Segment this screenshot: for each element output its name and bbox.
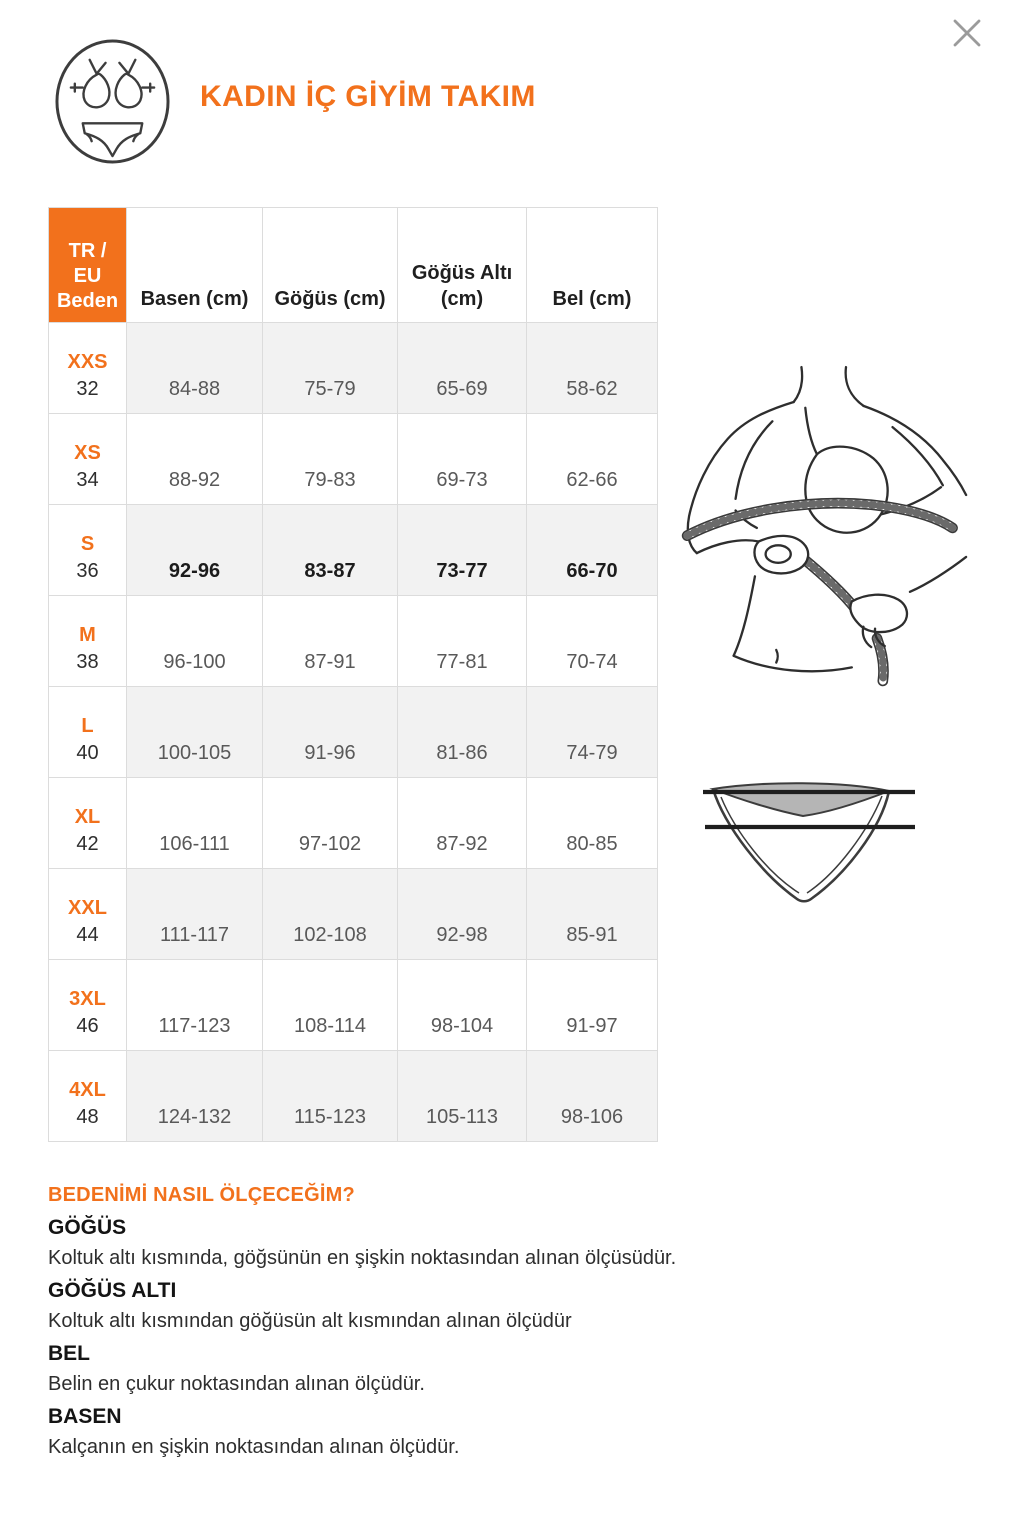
table-row-m xyxy=(49,596,658,687)
guide-term-gogus-alti: GÖĞÜS ALTI xyxy=(48,1278,177,1302)
cell-bel: 74-79 xyxy=(527,687,658,778)
size-label: 3XL 46 xyxy=(49,960,127,1051)
col-header-bel: Bel (cm) xyxy=(527,208,658,323)
table-row-3xl xyxy=(49,960,658,1051)
table-row-xs xyxy=(49,414,658,505)
cell-basen: 111-117 xyxy=(127,869,263,960)
guide-term-basen: BASEN xyxy=(48,1404,122,1428)
cell-basen: 124-132 xyxy=(127,1051,263,1142)
guide-term-gogus: GÖĞÜS xyxy=(48,1215,127,1239)
cell-gogus: 115-123 xyxy=(263,1051,398,1142)
close-icon xyxy=(944,12,990,58)
close-button[interactable] xyxy=(944,12,990,58)
col-header-basen: Basen (cm) xyxy=(127,208,263,323)
lingerie-set-icon xyxy=(53,38,172,165)
cell-bel: 58-62 xyxy=(527,323,658,414)
cell-gogus: 83-87 xyxy=(263,505,398,596)
guide-definition-gogus-alti: Koltuk altı kısmından göğüsün alt kısmından alınan ölçüdür xyxy=(48,1310,572,1332)
cell-gogus-alti: 98-104 xyxy=(398,960,527,1051)
cell-gogus: 108-114 xyxy=(263,960,398,1051)
cell-basen: 92-96 xyxy=(127,505,263,596)
size-label: XXS 32 xyxy=(49,323,127,414)
cell-gogus-alti: 81-86 xyxy=(398,687,527,778)
size-column-header: TR / EU Beden xyxy=(49,208,127,323)
table-row-xxl xyxy=(49,869,658,960)
guide-heading: BEDENİMİ NASIL ÖLÇECEĞİM? xyxy=(48,1184,355,1206)
cell-bel: 80-85 xyxy=(527,778,658,869)
cell-bel: 91-97 xyxy=(527,960,658,1051)
size-table xyxy=(48,207,658,1142)
cell-gogus: 87-91 xyxy=(263,596,398,687)
size-label: XL 42 xyxy=(49,778,127,869)
cell-bel: 66-70 xyxy=(527,505,658,596)
cell-bel: 85-91 xyxy=(527,869,658,960)
cell-gogus-alti: 69-73 xyxy=(398,414,527,505)
guide-definition-basen: Kalçanın en şişkin noktasından alınan ölçüdür. xyxy=(48,1436,460,1458)
cell-basen: 88-92 xyxy=(127,414,263,505)
panty-measurement-illustration xyxy=(693,775,925,910)
cell-gogus-alti: 105-113 xyxy=(398,1051,527,1142)
measuring-guide xyxy=(48,1180,978,1464)
cell-gogus-alti: 65-69 xyxy=(398,323,527,414)
table-row-xxs xyxy=(49,323,658,414)
size-label: 4XL 48 xyxy=(49,1051,127,1142)
size-label: M 38 xyxy=(49,596,127,687)
size-label: L 40 xyxy=(49,687,127,778)
guide-term-bel: BEL xyxy=(48,1341,90,1365)
cell-gogus-alti: 73-77 xyxy=(398,505,527,596)
guide-definition-bel: Belin en çukur noktasından alınan ölçüdür. xyxy=(48,1373,425,1395)
cell-bel: 62-66 xyxy=(527,414,658,505)
guide-definition-gogus: Koltuk altı kısmında, göğsünün en şişkin noktasından alınan ölçüsüdür. xyxy=(48,1247,677,1269)
cell-bel: 98-106 xyxy=(527,1051,658,1142)
cell-gogus: 102-108 xyxy=(263,869,398,960)
size-label: S 36 xyxy=(49,505,127,596)
page-title: KADIN İÇ GİYİM TAKIM xyxy=(200,80,536,113)
table-row-4xl xyxy=(49,1051,658,1142)
cell-basen: 84-88 xyxy=(127,323,263,414)
col-header-gogus-alti: Göğüs Altı (cm) xyxy=(398,208,527,323)
cell-basen: 96-100 xyxy=(127,596,263,687)
cell-gogus: 75-79 xyxy=(263,323,398,414)
col-header-gogus: Göğüs (cm) xyxy=(263,208,398,323)
cell-basen: 117-123 xyxy=(127,960,263,1051)
cell-gogus: 97-102 xyxy=(263,778,398,869)
size-label: XS 34 xyxy=(49,414,127,505)
table-row-xl xyxy=(49,778,658,869)
cell-gogus-alti: 92-98 xyxy=(398,869,527,960)
table-header-row xyxy=(49,208,658,323)
table-row-s xyxy=(49,505,658,596)
size-label: XXL 44 xyxy=(49,869,127,960)
table-row-l xyxy=(49,687,658,778)
cell-basen: 100-105 xyxy=(127,687,263,778)
bust-measurement-illustration xyxy=(660,360,970,690)
cell-gogus: 91-96 xyxy=(263,687,398,778)
cell-gogus-alti: 77-81 xyxy=(398,596,527,687)
cell-basen: 106-111 xyxy=(127,778,263,869)
cell-gogus-alti: 87-92 xyxy=(398,778,527,869)
cell-bel: 70-74 xyxy=(527,596,658,687)
cell-gogus: 79-83 xyxy=(263,414,398,505)
